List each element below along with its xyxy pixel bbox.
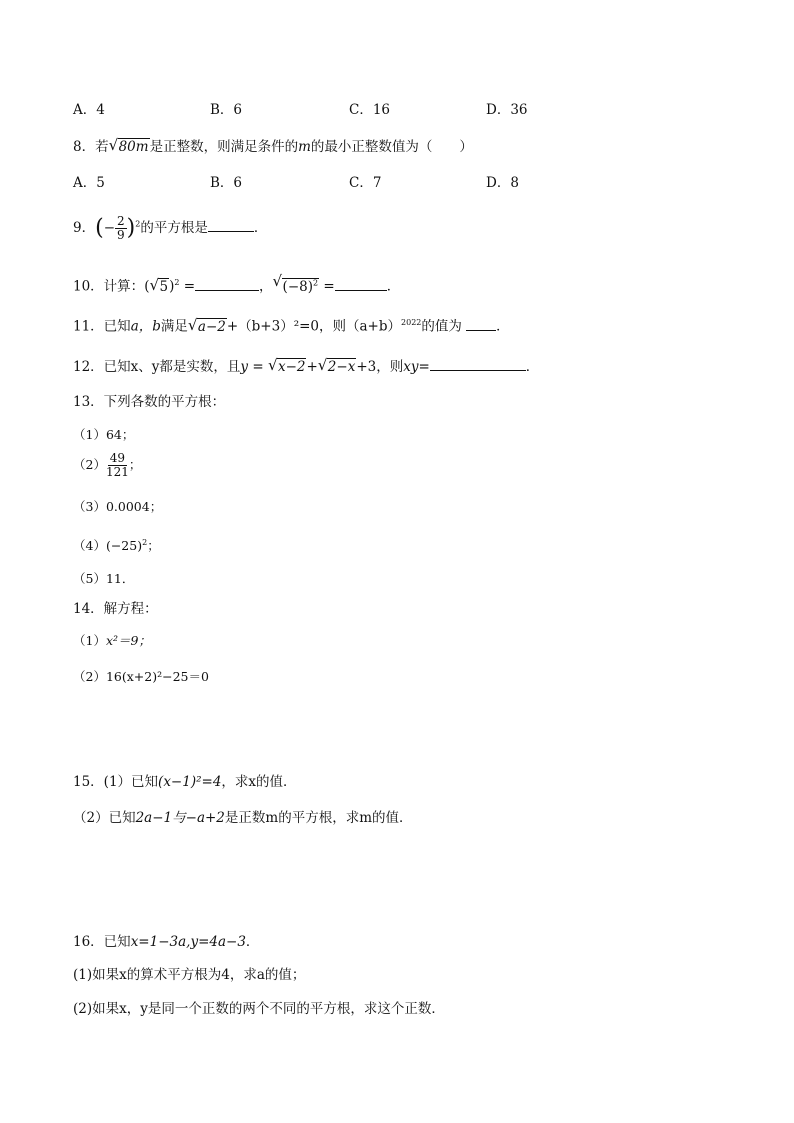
question-12: 12．已知x、y都是实数，且y = √ x−2+√ 2−x+3，则xy= ． xyxy=(73,356,539,376)
q13-item-1: （1）64； xyxy=(73,427,135,442)
q7-option-a: A．4 xyxy=(73,102,105,118)
q13-item-4: $(4)(-25)^2$； xyxy=(73,538,160,554)
q16-part-1: (1)如果x的算术平方根为4，求a的值； xyxy=(73,967,306,983)
q12-answer-blank[interactable] xyxy=(430,356,526,371)
q8-option-c: C．7 xyxy=(349,175,382,191)
q9-fraction: $\frac{2}{9}$ xyxy=(117,214,125,242)
q8-var-m: m xyxy=(298,139,311,155)
q9-text: 的平方根是 xyxy=(140,220,208,236)
question-11: 11．已知a，b满足√ a−2+（b+3）²=0，则$(a+b)^{2022}$的值为 ． xyxy=(73,314,510,336)
q11-prefix: 11．已知 xyxy=(73,318,131,335)
question-8 xyxy=(73,138,473,156)
q13-title: 13．下列各数的平方根： xyxy=(73,394,226,410)
question-9: 9．(− $\frac{2}{9}$ )$^2$的平方根是 ． xyxy=(73,214,268,242)
q10-prefix: 10．计算： xyxy=(73,278,145,295)
q13-item-2: （2） $\frac{49}{121}$ ； xyxy=(73,451,142,479)
q15-part-1: 15．(1）已知(x−1)²=4，求x的值． xyxy=(73,774,297,790)
q13-item-3: （3）0.0004； xyxy=(73,499,163,514)
q7-option-d: D．36 xyxy=(486,102,528,118)
q8-text-2: 的最小正整数值为（ ） xyxy=(310,139,473,155)
q16-stem: 16．已知x=1−3a,y=4a−3． xyxy=(73,934,260,950)
q9-answer-blank[interactable] xyxy=(208,217,254,232)
q8-prefix: 8．若 xyxy=(73,139,109,155)
q12-prefix: 12．已知x、y都是实数，且 xyxy=(73,359,241,375)
q7-option-b: B．6 xyxy=(210,102,243,118)
q14-item-1: （1）x²＝9； xyxy=(73,633,151,648)
q9-prefix: 9． xyxy=(73,220,96,236)
q7-option-c: C．16 xyxy=(349,102,391,118)
q14-title: 14．解方程： xyxy=(73,601,158,617)
q10-answer-blank-1[interactable] xyxy=(195,276,259,291)
q15-part-2: （2）已知2a−1与−a+2是正数m的平方根，求m的值． xyxy=(73,810,413,826)
q8-radical: √ 80m xyxy=(109,138,150,156)
q8-option-d: D．8 xyxy=(486,175,519,191)
question-10: 10．计算：(√ 5)$^2$ = ，√ $(-8)^2$ = ． xyxy=(73,274,400,296)
q8-option-b: B．6 xyxy=(210,175,243,191)
q10-answer-blank-2[interactable] xyxy=(335,276,387,291)
q11-answer-blank[interactable] xyxy=(466,316,496,331)
q13-item-5: （5）11． xyxy=(73,571,135,586)
q16-part-2: (2)如果x，y是同一个正数的两个不同的平方根，求这个正数． xyxy=(73,1001,445,1017)
q8-option-a: A．5 xyxy=(73,175,105,191)
q14-item-2: （2）16(x+2)²−25＝0 xyxy=(73,669,209,684)
q8-text: 是正整数，则满足条件的 xyxy=(149,139,299,155)
